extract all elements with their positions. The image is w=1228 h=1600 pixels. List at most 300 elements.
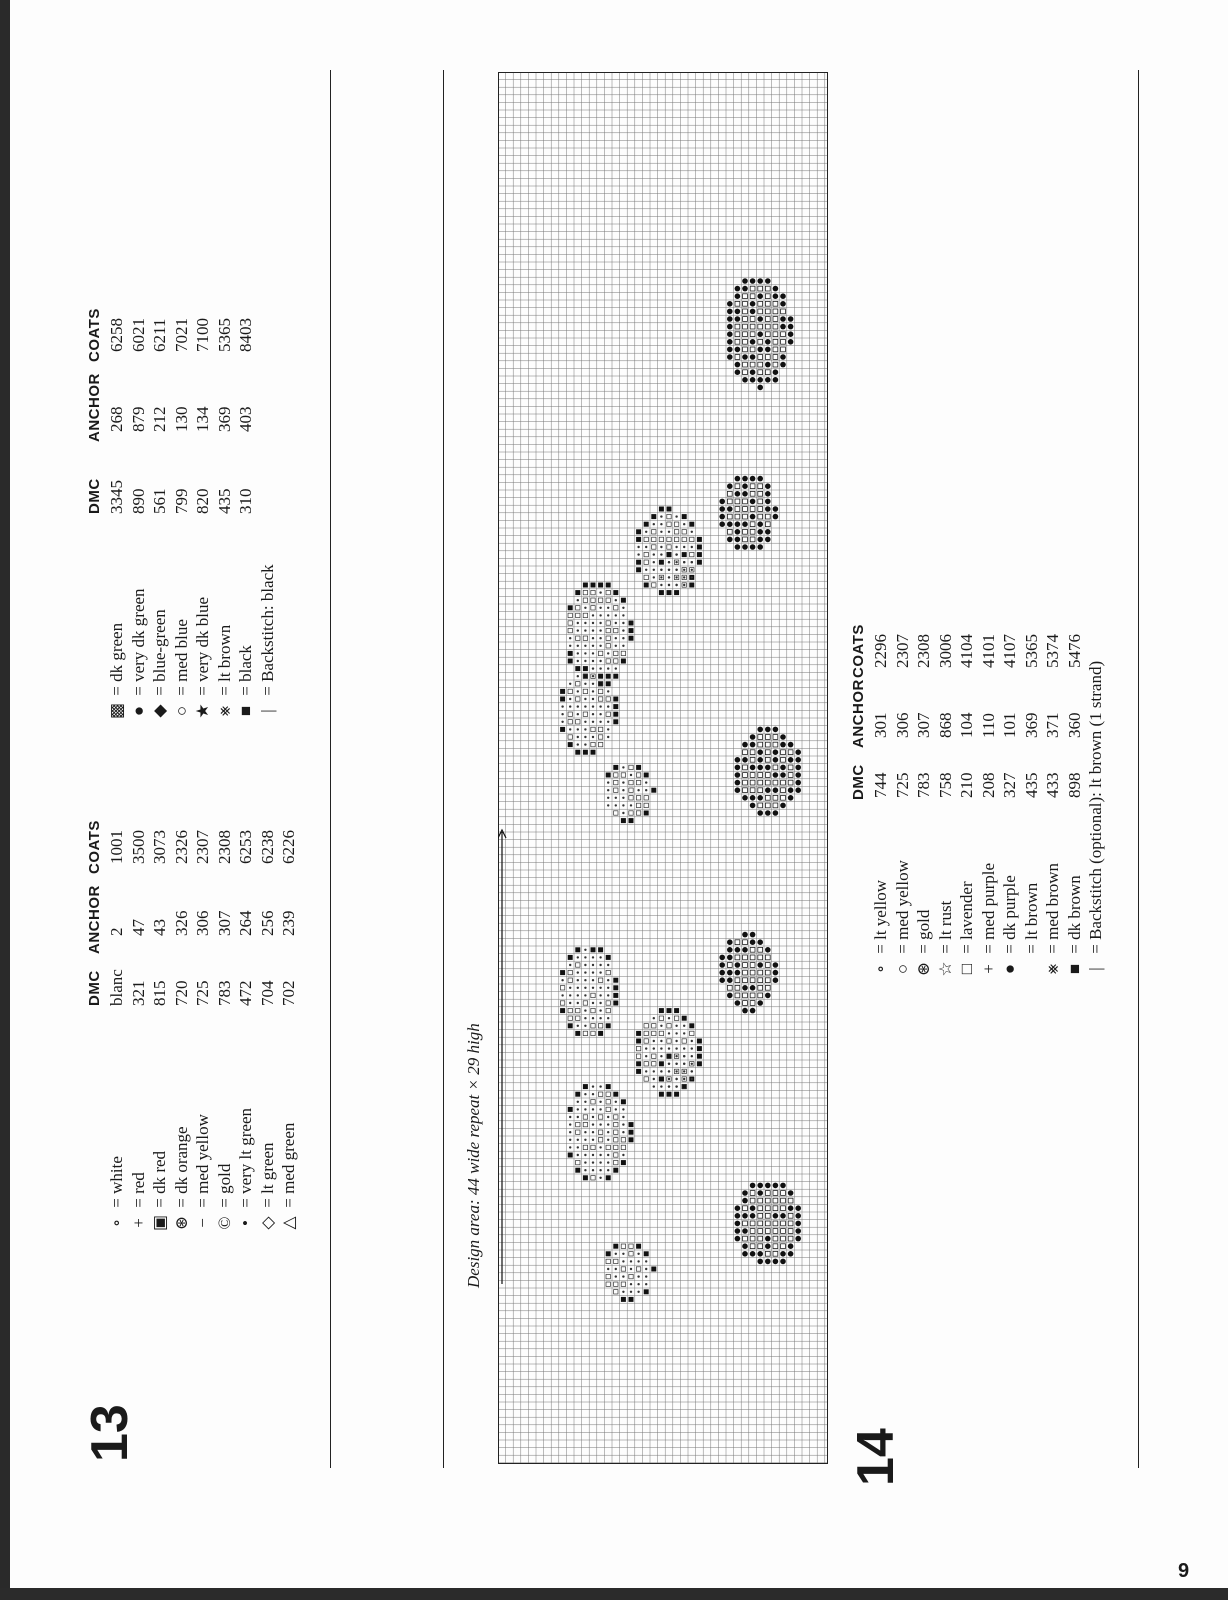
stitch <box>629 628 634 633</box>
stitch <box>765 727 771 733</box>
stitch <box>750 317 755 322</box>
stitch <box>750 537 755 542</box>
stitch <box>607 1123 609 1125</box>
c13a-dmc: 783 <box>214 980 234 1006</box>
stitch <box>630 1268 632 1270</box>
stitch <box>773 810 779 816</box>
stitch <box>788 773 793 778</box>
stitch <box>674 522 678 526</box>
c14-coats: 2308 <box>914 634 933 668</box>
stitch <box>780 316 786 322</box>
stitch <box>576 682 580 686</box>
stitch <box>757 347 763 353</box>
c14-coats: 2307 <box>892 634 912 668</box>
c13b-equals: = <box>257 681 277 700</box>
c14-coats-header: COATS <box>850 624 867 678</box>
stitch <box>743 537 748 542</box>
stitch <box>644 1251 649 1256</box>
stitch <box>719 970 725 976</box>
stitch <box>765 309 770 314</box>
c13b-anchor-header: ANCHOR <box>86 373 103 442</box>
stitch <box>674 1092 679 1097</box>
stitch <box>758 491 763 496</box>
rule-left-14 <box>443 70 444 1468</box>
stitch <box>637 1260 639 1262</box>
stitch <box>788 750 793 755</box>
stitch <box>577 956 579 958</box>
stitch <box>615 1253 617 1255</box>
c13b-dmc: 890 <box>128 488 148 514</box>
stitch <box>735 1221 741 1227</box>
stitch <box>660 553 662 555</box>
stitch <box>758 301 763 306</box>
stitch <box>584 1108 586 1110</box>
stitch <box>743 370 748 375</box>
stitch <box>577 1146 579 1148</box>
stitch <box>613 1244 618 1249</box>
stitch <box>773 324 778 329</box>
stitch <box>674 537 678 541</box>
c13a-coats: 3500 <box>128 830 148 864</box>
c13a-color-name: dk orange <box>171 1126 191 1194</box>
stitch <box>697 1039 702 1044</box>
stitch <box>569 637 571 639</box>
stitch <box>773 742 778 747</box>
c13b-dmc: 435 <box>214 488 234 514</box>
stitch <box>758 735 763 740</box>
c14-anchor: 301 <box>871 712 890 738</box>
stitch <box>629 1137 634 1142</box>
stitch <box>758 780 763 785</box>
stitch <box>592 652 594 654</box>
stitch <box>577 994 579 996</box>
stitch <box>583 590 587 594</box>
stitch <box>765 750 770 755</box>
c13b-coats-header: COATS <box>86 308 103 362</box>
stitch <box>750 499 756 505</box>
stitch <box>583 1145 587 1149</box>
stitch <box>780 324 786 330</box>
stitch <box>576 1008 580 1012</box>
stitch <box>735 757 741 763</box>
stitch <box>607 1161 609 1163</box>
stitch <box>667 1039 671 1043</box>
stitch <box>750 544 756 550</box>
stitch <box>622 1291 624 1293</box>
stitch <box>765 529 771 535</box>
stitch <box>773 780 778 785</box>
stitch <box>750 339 756 345</box>
stitch <box>577 652 579 654</box>
stitch <box>614 811 618 815</box>
stitch <box>568 720 572 724</box>
stitch <box>780 1259 786 1265</box>
stitch <box>743 955 748 960</box>
stitch <box>757 962 763 968</box>
stitch <box>607 979 609 981</box>
stitch <box>668 1047 670 1049</box>
stitch <box>583 689 587 693</box>
c14-backstitch-text: Backstitch (optional): lt brown (1 strand) <box>1086 660 1105 940</box>
stitch <box>765 742 770 747</box>
stitch <box>568 651 573 656</box>
c13b-dmc: 799 <box>171 488 191 514</box>
c13a-equals: = <box>214 1193 234 1212</box>
stitch <box>568 613 572 617</box>
stitch <box>644 537 648 541</box>
stitch <box>584 979 586 981</box>
stitch <box>644 1024 648 1028</box>
stitch <box>615 1108 617 1110</box>
stitch <box>795 1205 801 1211</box>
stitch <box>743 970 748 975</box>
c14-anchor: 369 <box>1021 712 1041 738</box>
stitch <box>637 1253 639 1255</box>
stitch <box>560 986 564 990</box>
c14-legend-row <box>870 661 892 980</box>
stitch <box>591 1024 595 1028</box>
stitch <box>645 531 647 533</box>
stitch <box>727 939 733 945</box>
stitch <box>606 644 610 648</box>
stitch <box>750 522 755 527</box>
stitch <box>750 978 755 983</box>
stitch <box>675 1047 677 1049</box>
stitch <box>583 1084 588 1089</box>
stitch <box>750 324 755 329</box>
stitch <box>758 507 763 512</box>
stitch <box>645 1260 647 1262</box>
stitch <box>584 994 586 996</box>
c13b-legend-row <box>235 564 257 722</box>
stitch <box>683 584 685 586</box>
stitch <box>584 683 586 685</box>
stitch <box>788 742 794 748</box>
stitch <box>727 491 732 496</box>
stitch <box>765 370 770 375</box>
stitch <box>659 1031 663 1035</box>
stitch <box>636 1061 641 1066</box>
stitch <box>719 499 725 505</box>
c13a-dmc: 321 <box>128 980 148 1006</box>
c14-equals: = <box>1000 939 1019 958</box>
stitch <box>607 1139 609 1141</box>
stitch <box>592 698 594 700</box>
c13a-equals: = <box>107 1193 126 1212</box>
stitch <box>622 629 624 631</box>
stitch <box>757 278 763 284</box>
stitch <box>757 521 763 527</box>
stitch <box>575 1092 580 1097</box>
stitch <box>773 1259 779 1265</box>
stitch <box>689 1023 694 1028</box>
stitch <box>568 970 572 974</box>
stitch <box>735 514 740 519</box>
c13b-dmc: 820 <box>193 488 212 514</box>
stitch <box>607 690 609 692</box>
stitch <box>735 339 740 344</box>
stitch <box>750 970 755 975</box>
stitch <box>614 773 618 777</box>
c14-backstitch-symbol: | <box>1086 967 1105 971</box>
stitch <box>750 1008 756 1014</box>
stitch <box>773 317 778 322</box>
stitch <box>569 1146 571 1148</box>
stitch <box>750 1205 756 1211</box>
stitch <box>629 1130 634 1135</box>
stitch <box>561 721 563 723</box>
stitch <box>765 499 771 505</box>
stitch <box>781 339 786 344</box>
c14-coats: 3006 <box>935 634 955 668</box>
c13a-color-name: dk red <box>150 1150 169 1194</box>
stitch <box>674 590 679 595</box>
stitch <box>599 667 601 669</box>
stitch <box>758 1236 763 1241</box>
stitch <box>757 1000 763 1006</box>
stitch <box>735 1000 741 1006</box>
c13a-symbol: ∘ <box>107 1218 126 1228</box>
stitch <box>719 506 725 512</box>
stitch <box>758 1229 763 1234</box>
stitch <box>584 645 586 647</box>
c13a-symbol: • <box>236 1220 255 1226</box>
stitch <box>750 1236 755 1241</box>
c13a-color-name: med green <box>279 1122 298 1194</box>
stitch <box>742 521 748 527</box>
stitch <box>584 1017 586 1019</box>
stitch <box>735 772 741 778</box>
stitch <box>675 584 677 586</box>
stitch <box>606 621 610 625</box>
c14-legend-row <box>913 661 935 980</box>
stitch <box>781 1229 786 1234</box>
stitch <box>645 1275 647 1277</box>
stitch <box>636 811 640 815</box>
stitch <box>622 1253 624 1255</box>
c13a-color-name: red <box>128 1172 148 1194</box>
stitch <box>765 757 770 762</box>
stitch <box>651 1267 656 1272</box>
stitch <box>773 1221 778 1226</box>
stitch <box>584 956 586 958</box>
stitch <box>765 810 771 816</box>
stitch <box>614 1259 618 1263</box>
stitch <box>599 705 601 707</box>
stitch <box>742 742 748 748</box>
stitch <box>773 355 778 360</box>
stitch <box>773 962 779 968</box>
stitch <box>629 621 634 626</box>
stitch <box>637 1275 639 1277</box>
stitch <box>683 1070 685 1072</box>
stitch <box>569 987 571 989</box>
stitch <box>614 1138 618 1142</box>
stitch <box>560 727 565 732</box>
stitch <box>592 721 594 723</box>
stitch <box>644 560 648 564</box>
stitch <box>592 1154 594 1156</box>
stitch <box>757 749 763 755</box>
stitch <box>598 742 602 746</box>
stitch <box>743 750 748 755</box>
stitch <box>735 978 740 983</box>
stitch <box>674 1016 678 1020</box>
stitch <box>765 765 771 771</box>
stitch <box>773 301 778 306</box>
c13b-equals: = <box>193 681 212 700</box>
stitch <box>758 970 763 975</box>
stitch <box>560 970 565 975</box>
c13b-backstitch-row <box>257 564 279 722</box>
stitch <box>644 803 648 807</box>
stitch <box>599 1154 601 1156</box>
stitch <box>780 293 786 299</box>
stitch <box>691 1040 693 1042</box>
c14-equals: = <box>1043 939 1062 958</box>
stitch <box>742 985 748 991</box>
stitch <box>644 1289 649 1294</box>
stitch <box>750 529 755 534</box>
stitch <box>592 956 594 958</box>
stitch <box>765 780 770 785</box>
stitch <box>569 683 571 685</box>
stitch <box>765 301 770 306</box>
stitch <box>621 1267 625 1271</box>
stitch <box>636 567 641 572</box>
stitch <box>599 1101 601 1103</box>
stitch <box>613 1092 618 1097</box>
stitch <box>622 1131 624 1133</box>
stitch <box>561 713 563 715</box>
c13a-coats: 6238 <box>257 830 277 864</box>
stitch <box>675 1025 677 1027</box>
stitch <box>653 576 655 578</box>
stitch <box>727 354 733 360</box>
stitch <box>667 590 672 595</box>
stitch <box>743 1236 748 1241</box>
c13a-legend-row <box>171 1108 193 1234</box>
stitch <box>592 1169 594 1171</box>
stitch <box>652 545 656 549</box>
stitch <box>592 614 594 616</box>
chart13-legend-b <box>84 302 304 722</box>
stitch <box>606 598 610 602</box>
stitch <box>577 690 579 692</box>
chart13-legend-a <box>84 814 304 1234</box>
stitch <box>606 1107 610 1111</box>
c14-legend-row <box>999 661 1021 980</box>
stitch <box>622 1275 624 1277</box>
stitch <box>788 1229 793 1234</box>
c13a-dmc: 815 <box>150 980 169 1006</box>
stitch <box>584 987 586 989</box>
c13a-symbol: ▣ <box>150 1214 169 1232</box>
stitch <box>781 1236 786 1241</box>
stitch <box>742 286 748 292</box>
c13b-anchor: 130 <box>171 406 191 432</box>
stitch <box>765 506 771 512</box>
chart14-stitch-grid <box>498 72 828 1464</box>
c13b-legend-row <box>214 564 236 722</box>
stitch <box>592 683 594 685</box>
stitch <box>561 979 563 981</box>
c13a-legend-row <box>257 1108 279 1234</box>
stitch <box>675 569 677 571</box>
stitch <box>660 1085 662 1087</box>
c14-dmc: 744 <box>871 772 890 798</box>
stitch <box>668 1032 670 1034</box>
stitch <box>743 362 748 367</box>
c13a-symbol: ⊛ <box>171 1215 191 1231</box>
stitch <box>735 369 741 375</box>
stitch <box>576 963 580 967</box>
stitch <box>659 590 664 595</box>
stitch <box>691 1078 693 1080</box>
c14-legend-row <box>1021 661 1043 980</box>
stitch <box>742 278 748 284</box>
stitch <box>614 1145 618 1149</box>
stitch <box>606 628 610 632</box>
stitch <box>660 1025 662 1027</box>
stitch <box>727 529 732 534</box>
c13b-color-name: med blue <box>171 619 191 682</box>
stitch <box>577 660 579 662</box>
stitch <box>591 993 595 997</box>
stitch <box>750 294 755 299</box>
stitch <box>781 1191 786 1196</box>
stitch <box>758 362 763 367</box>
stitch <box>667 1092 672 1097</box>
c14-anchor: 104 <box>957 712 976 738</box>
stitch <box>592 964 594 966</box>
c14-legend-row <box>1064 661 1086 980</box>
stitch <box>697 1054 702 1059</box>
stitch <box>645 1047 647 1049</box>
stitch <box>742 1190 748 1196</box>
c14-symbol: ⊛ <box>914 961 933 977</box>
stitch <box>615 804 617 806</box>
stitch <box>584 728 586 730</box>
stitch <box>735 1205 741 1211</box>
stitch <box>584 964 586 966</box>
stitch <box>659 1077 664 1082</box>
stitch <box>773 369 779 375</box>
stitch <box>599 591 601 593</box>
stitch <box>750 1251 756 1257</box>
stitch <box>735 355 740 360</box>
stitch <box>598 583 603 588</box>
stitch <box>561 994 563 996</box>
stitch <box>727 499 732 504</box>
stitch <box>576 1122 580 1126</box>
stitch <box>773 1206 778 1211</box>
stitch <box>691 531 693 533</box>
stitch <box>743 317 748 322</box>
stitch <box>598 1031 603 1036</box>
stitch <box>750 765 756 771</box>
c14-symbol: □ <box>957 963 976 975</box>
c13a-color-name: lt green <box>257 1142 277 1194</box>
stitch <box>697 545 702 550</box>
c14-coats: 4104 <box>957 634 976 668</box>
stitch <box>645 1055 647 1057</box>
stitch <box>781 1221 786 1226</box>
c13a-color-name: white <box>107 1156 126 1194</box>
c13a-equals: = <box>171 1193 191 1212</box>
stitch <box>788 1190 794 1196</box>
c13a-anchor-header: ANCHOR <box>86 885 103 954</box>
